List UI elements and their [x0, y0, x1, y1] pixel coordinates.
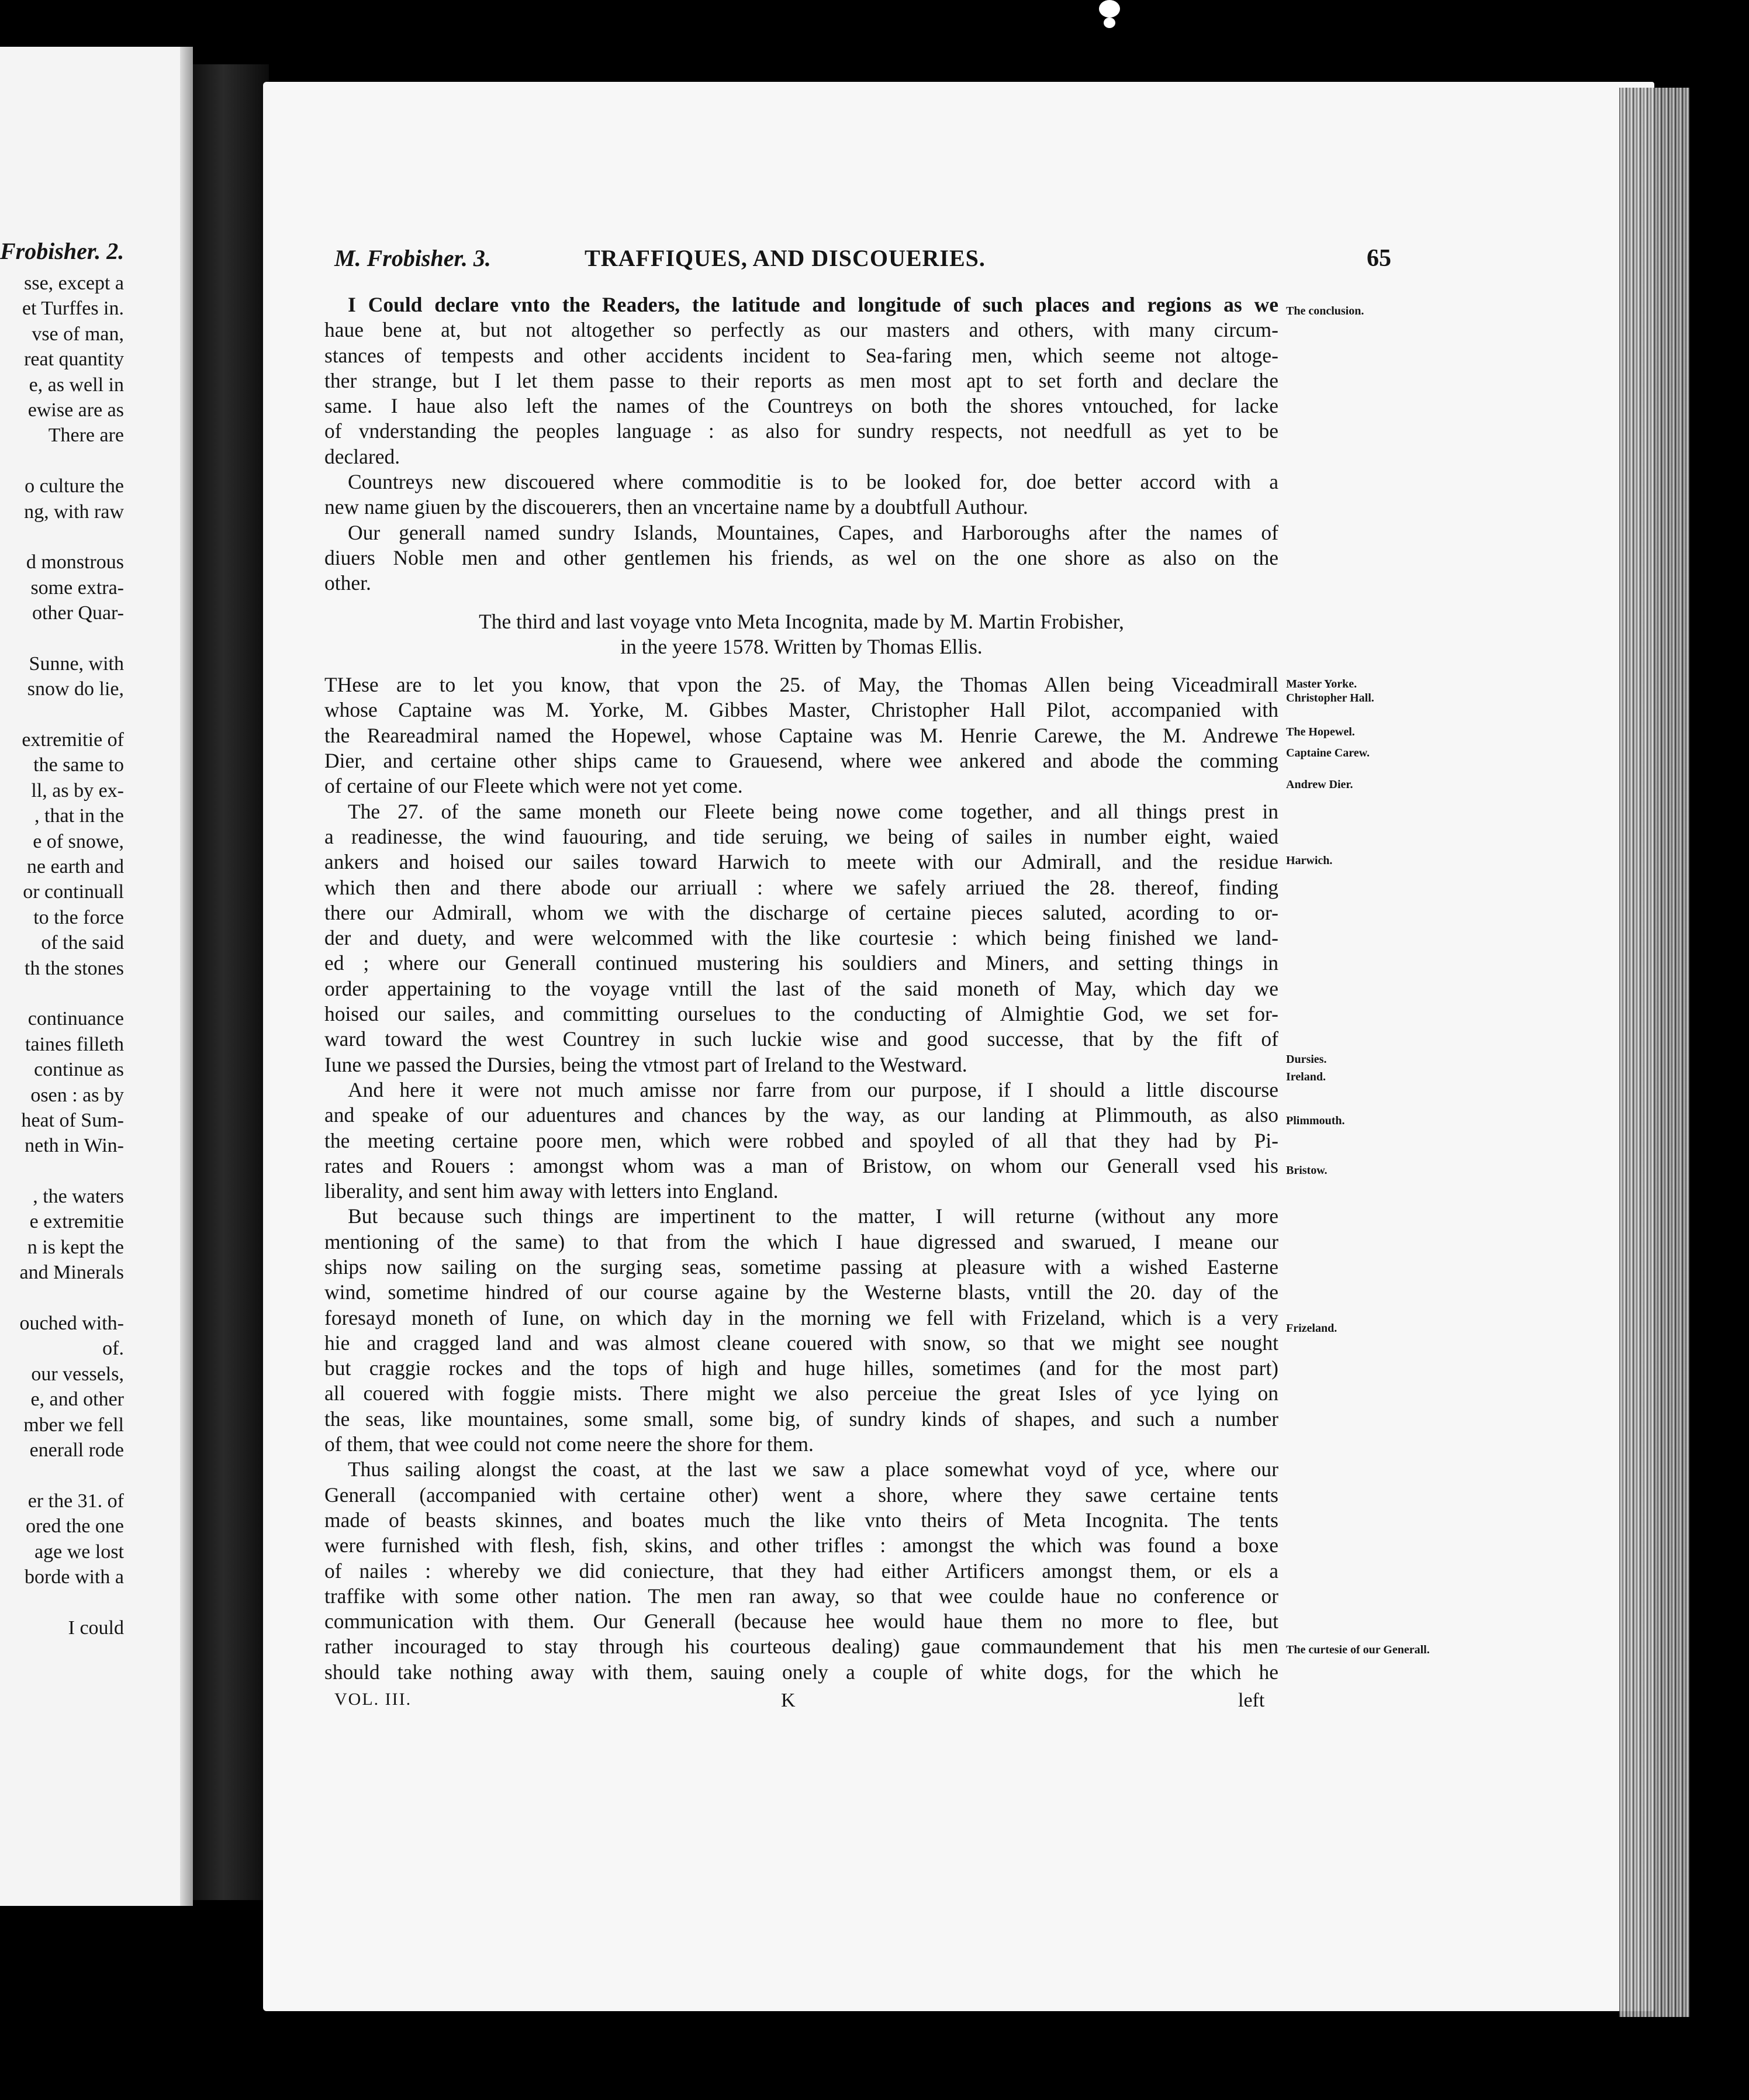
body-line: communication with them. Our Generall (because hee would haue them no more to flee, but — [324, 1609, 1278, 1633]
body-line: should take nothing away with them, sauing onely a couple of white dogs, for the which he — [324, 1660, 1278, 1684]
body-line: THese are to let you know, that vpon the 25. of May, the Thomas Allen being Viceadmirall — [324, 673, 1278, 697]
body-line: diuers Noble men and other gentlemen his friends, as wel on the one shore as also on the — [324, 545, 1278, 569]
left-page-line: e, as well in — [29, 374, 124, 396]
margin-note: The Hopewel. — [1286, 726, 1355, 738]
body-line: which then and there abode our arriuall : where we safely arriued the 28. thereof, finding — [324, 875, 1278, 899]
left-page-line — [0, 524, 124, 550]
left-page-line — [0, 702, 124, 727]
left-page-running-head: Frobisher. 2. — [0, 238, 125, 264]
left-page-line: d monstrous — [26, 551, 124, 574]
body-line: the seas, like mountaines, some small, some big, of sundry kinds of shapes, and such a number — [324, 1407, 1278, 1431]
left-page-line: of. — [102, 1338, 124, 1360]
left-page-line: continuance — [27, 1008, 124, 1030]
margin-note: Bristow. — [1286, 1164, 1328, 1177]
left-page-line — [0, 1590, 124, 1615]
margin-note: The curtesie of our Generall. — [1286, 1643, 1430, 1656]
left-page-line: snow do lie, — [27, 678, 124, 700]
left-page-line: sse, except a — [24, 272, 124, 294]
left-page-line: to the force — [33, 906, 124, 928]
left-page-text — [0, 271, 124, 1640]
margin-note: Andrew Dier. — [1286, 778, 1353, 791]
left-page-line — [0, 448, 124, 474]
body-text — [324, 292, 1278, 1685]
left-page-line: some extra- — [30, 576, 124, 599]
left-page-line: ored the one — [25, 1515, 124, 1538]
left-page-line: the same to — [33, 754, 124, 776]
left-page-line: mber we fell — [23, 1414, 124, 1436]
body-line: ships now sailing on the surging seas, sometime passing at pleasure with a wished Easterne — [324, 1255, 1278, 1279]
body-line: haue bene at, but not altogether so perfectly as our masters and others, with many circum- — [324, 318, 1278, 342]
margin-note: Frizeland. — [1286, 1322, 1337, 1335]
body-line: but craggie rockes and the tops of high and huge hilles, sometimes (and for the most part) — [324, 1356, 1278, 1380]
body-line: Generall (accompanied with certaine other) went a shore, where they sawe certaine tents — [324, 1483, 1278, 1507]
body-line: And here it were not much amisse nor farre from our purpose, if I should a little discourse — [348, 1077, 1278, 1101]
left-page-line: and Minerals — [19, 1262, 124, 1284]
body-line: hoised our sailes, and committing ourselues to the conducting of Almightie God, we set for- — [324, 1002, 1278, 1026]
left-page-line: o culture the — [25, 475, 124, 498]
body-line: Our generall named sundry Islands, Mountaines, Capes, and Harboroughs after the names of — [348, 520, 1278, 544]
left-page-line: Sunne, with — [29, 652, 124, 675]
body-line: of certaine of our Fleete which were not yet come. — [324, 774, 743, 798]
body-line: all couered with foggie mists. There might we also perceiue the great Isles of yce lying on — [324, 1381, 1278, 1405]
body-line: of vnderstanding the peoples language : as also for sundry respects, not needfull as yet to be — [324, 419, 1278, 443]
book-gutter — [193, 64, 269, 1900]
left-page-line: borde with a — [25, 1566, 124, 1588]
left-page-line: or continuall — [23, 881, 124, 903]
margin-note: Captaine Carew. — [1286, 747, 1370, 759]
body-line: order appertaining to the voyage vntill the last of the said moneth of May, which day we — [324, 976, 1278, 1000]
body-line: stances of tempests and other accidents incident to Sea-faring men, which seeme not altoge- — [324, 343, 1278, 367]
section-spacer — [324, 596, 1278, 609]
body-line: new name giuen by the discouerers, then an vncertaine name by a doubtfull Authour. — [324, 495, 1028, 519]
left-page-line: taines filleth — [25, 1033, 124, 1055]
left-page-line: extremitie of — [22, 729, 124, 751]
left-page-line: e extremitie — [29, 1211, 124, 1233]
running-head — [0, 244, 1749, 279]
left-page-line: n is kept the — [27, 1236, 124, 1258]
body-line: Countreys new discouered where commoditie is to be looked for, doe better accord with a — [348, 470, 1278, 494]
body-line: of nailes : whereby we did coniecture, that they had either Artificers amongst them, or els a — [324, 1559, 1278, 1583]
section-heading-line: The third and last voyage vnto Meta Incognita, made by M. Martin Frobisher, — [479, 609, 1124, 633]
left-page-line: continue as — [34, 1059, 124, 1081]
left-page-line: e, and other — [30, 1389, 124, 1411]
section-heading-line: in the yeere 1578. Written by Thomas Ellis. — [620, 634, 983, 658]
volume-label: VOL. III. — [334, 1690, 412, 1709]
section-spacer — [324, 659, 1278, 672]
body-line: same. I haue also left the names of the Countreys on both the shores vntouched, for lacke — [324, 394, 1278, 418]
left-page-line: our vessels, — [31, 1363, 124, 1385]
left-page-line: ll, as by ex- — [31, 779, 124, 802]
left-page-line: enerall rode — [29, 1439, 124, 1461]
left-page-line: e of snowe, — [33, 830, 124, 852]
left-page-line: ouched with- — [19, 1313, 124, 1335]
body-line: der and duety, and were welcommed with the like courtesie : which being finished we land- — [324, 926, 1278, 950]
body-line: made of beasts skinnes, and boates much the like vnto theirs of Meta Incognita. The tents — [324, 1508, 1278, 1532]
left-page-line: er the 31. of — [27, 1490, 124, 1512]
body-line: hie and cragged land and was almost cleane couered with snow, so that we might see nought — [324, 1331, 1278, 1355]
body-line: wind, sometime hindred of our course againe by the Westerne blasts, vntill the 20. day of the — [324, 1280, 1278, 1304]
scan-speck — [1104, 18, 1115, 28]
body-line: rates and Rouers : amongst whom was a man of Bristow, on whom our Generall vsed his — [324, 1153, 1278, 1177]
left-page-line — [0, 626, 124, 651]
left-page-line: th the stones — [25, 957, 124, 979]
left-page-line: other Quar- — [32, 602, 124, 624]
body-line: But because such things are impertinent to the matter, I will returne (without any more — [348, 1204, 1278, 1228]
page-footer — [0, 1690, 1749, 1725]
margin-note: Christopher Hall. — [1286, 692, 1374, 704]
body-line: rather incouraged to stay through his courteous dealing) gaue commaundement that his men — [324, 1635, 1278, 1659]
body-line: the meeting certaine poore men, which were robbed and spoyled of all that they had by Pi- — [324, 1128, 1278, 1152]
margin-note: Plimmouth. — [1286, 1114, 1345, 1127]
left-page-line: neth in Win- — [25, 1135, 124, 1157]
left-page-line: et Turffes in. — [22, 298, 124, 320]
body-line: ed ; where our Generall continued mustering his souldiers and Miners, and setting things in — [324, 951, 1278, 975]
body-line: declared. — [324, 444, 400, 468]
body-line: foresayd moneth of Iune, on which day in the morning we fell with Frizeland, which is a very — [324, 1305, 1278, 1329]
left-page-line: There are — [48, 424, 124, 447]
left-page-line: heat of Sum- — [21, 1109, 124, 1131]
left-page-line: vse of man, — [32, 323, 124, 345]
body-line: Dier, and certaine other ships came to Grauesend, where wee ankered and abode the comming — [324, 749, 1278, 773]
body-line: mentioning of the same) to that from the which I haue digressed and swarued, I meane our — [324, 1229, 1278, 1253]
body-line: a readinesse, the wind fauouring, and tide seruing, we being of sailes in number eight, waied — [324, 824, 1278, 848]
left-page-line: age we lost — [34, 1541, 124, 1563]
body-line: The 27. of the same moneth our Fleete being nowe come together, and all things prest in — [348, 799, 1278, 823]
body-line: there our Admirall, whom we with the discharge of certaine pieces saluted, acording to or- — [324, 900, 1278, 924]
left-page-line: ng, with raw — [24, 500, 124, 523]
margin-note: Master Yorke. — [1286, 678, 1357, 690]
left-page-line: osen : as by — [30, 1084, 124, 1106]
body-line: other. — [324, 571, 371, 595]
left-facing-page — [0, 47, 193, 1906]
body-line: ther strange, but I let them passe to their reports as men most apt to set forth and declare the — [324, 368, 1278, 392]
signature-mark: K — [781, 1690, 796, 1711]
margin-note: Dursies. — [1286, 1053, 1327, 1066]
left-page-line: , that in the — [34, 805, 124, 827]
left-page-line: reat quantity — [24, 348, 124, 371]
left-page-line: ne earth and — [26, 855, 124, 878]
scan-speck — [1099, 0, 1120, 18]
body-line: of them, that wee could not come neere the shore for them. — [324, 1432, 814, 1456]
body-line: liberality, and sent him away with letters into England. — [324, 1179, 779, 1203]
body-line: Iune we passed the Dursies, being the vtmost part of Ireland to the Westward. — [324, 1052, 967, 1076]
left-page-line — [0, 981, 124, 1006]
left-page-line: of the said — [41, 932, 124, 954]
body-line: Thus sailing alongst the coast, at the last we saw a place somewhat voyd of yce, where our — [348, 1457, 1278, 1481]
body-line: traffike with some other nation. The men ran away, so that wee coulde haue no conference or — [324, 1584, 1278, 1608]
page-number: 65 — [1367, 245, 1391, 272]
left-page-line — [0, 1159, 124, 1184]
running-head-title: TRAFFIQUES, AND DISCOUERIES. — [585, 245, 986, 271]
body-line: were furnished with flesh, fish, skins, and other trifles : amongst the which was found a boxe — [324, 1533, 1278, 1557]
page-block-edges — [1619, 88, 1689, 2017]
margin-note: Harwich. — [1286, 854, 1333, 867]
left-page-line: ewise are as — [27, 399, 124, 421]
catchword: left — [1238, 1690, 1265, 1711]
body-line: the Reareadmiral named the Hopewel, whose Captaine was M. Henrie Carewe, the M. Andrewe — [324, 723, 1278, 747]
body-line: I Could declare vnto the Readers, the latitude and longitude of such places and regions as we — [348, 293, 1278, 316]
left-page-line — [0, 1463, 124, 1488]
body-line: and speake of our aduentures and chances by the way, as our landing at Plimmouth, as also — [324, 1103, 1278, 1127]
left-page-gutter-shadow — [180, 47, 193, 1906]
body-line: ankers and hoised our sailes toward Harwich to meete with our Admirall, and the residue — [324, 850, 1278, 874]
margin-note: The conclusion. — [1286, 305, 1364, 317]
margin-note: Ireland. — [1286, 1070, 1326, 1083]
left-page-line — [0, 1286, 124, 1311]
left-page-line: I could — [68, 1617, 124, 1639]
body-line: ward toward the west Countrey in such luckie wise and good successe, that by the fift of — [324, 1027, 1278, 1051]
left-page-line: , the waters — [33, 1186, 124, 1208]
running-head-section: M. Frobisher. 3. — [334, 245, 491, 271]
body-line: whose Captaine was M. Yorke, M. Gibbes Master, Christopher Hall Pilot, accompanied with — [324, 698, 1278, 722]
